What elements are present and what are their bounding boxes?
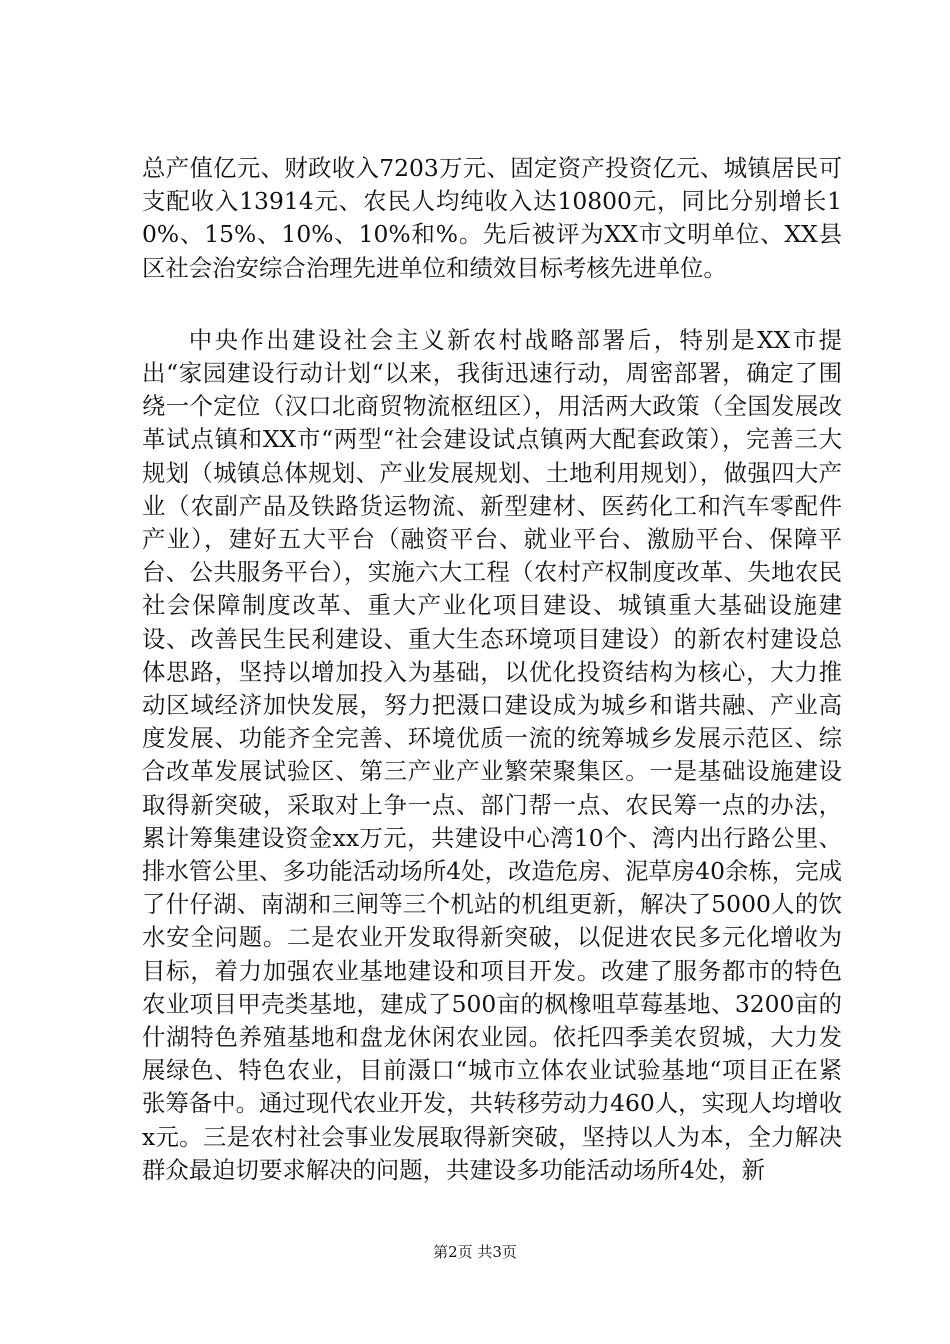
paragraph-spacer bbox=[142, 285, 842, 324]
page-footer: 第2页 共3页 bbox=[433, 1243, 517, 1261]
body-text bbox=[142, 152, 842, 1187]
paragraph-main: 中央作出建设社会主义新农村战略部署后，特别是XX市提出“家园建设行动计划“以来，我街迅速行动，周密部署，确定了围绕一个定位（汉口北商贸物流枢纽区），用活两大政策（全国发展改革试点镇和XX市“两型“社会建设试点镇两大配套政策），完善三大规划（城镇总体规划、产业发展规划、土地利用规划），做强四大产业（农副产品及铁路货运物流、新型建材、医药化工和汽车零配件产业），建好五大平台（融资平台、就业平台、激励平台、保障平台、公共服务平台），实施六大工程（农村产权制度改革、失地农民社会保障制度改革、重大产业化项目建设、城镇重大基础设施建设、改善民生民利建设、重大生态环境项目建设）的新农村建设总体思路，坚持以增加投入为基础，以优化投资结构为核心，大力推动区域经济加快发展，努力把滠口建设成为城乡和谐共融、产业高度发展、功能齐全完善、环境优质一流的统筹城乡发展示范区、综合改革发展试验区、第三产业产业繁荣聚集区。一是基础设施建设取得新突破，采取对上争一点、部门帮一点、农民筹一点的办法，累计筹集建设资金xx万元，共建设中心湾10个、湾内出行路公里、排水管公里、多功能活动场所4处，改造危房、泥草房40余栋，完成了什仔湖、南湖和三闸等三个机站的机组更新，解决了5000人的饮水安全问题。二是农业开发取得新突破，以促进农民多元化增收为目标，着力加强农业基地建设和项目开发。改建了服务都市的特色农业项目甲壳类基地，建成了500亩的枫橡咀草莓基地、3200亩的什湖特色养殖基地和盘龙休闲农业园。依托四季美农贸城，大力发展绿色、特色农业，目前滠口“城市立体农业试验基地“项目正在紧张筹备中。通过现代农业开发，共转移劳动力460人，实现人均增收x元。三是农村社会事业发展取得新突破，坚持以人为本，全力解决群众最迫切要求解决的问题，共建设多功能活动场所4处，新 bbox=[142, 325, 842, 1184]
paragraph-continuation: 总产值亿元、财政收入7203万元、固定资产投资亿元、城镇居民可支配收入13914元、农民人均纯收入达10800元，同比分别增长10%、15%、10%、10%和%。先后被评为XX市文明单位、XX县区社会治安综合治理先进单位和绩效目标考核先进单位。 bbox=[142, 154, 842, 282]
